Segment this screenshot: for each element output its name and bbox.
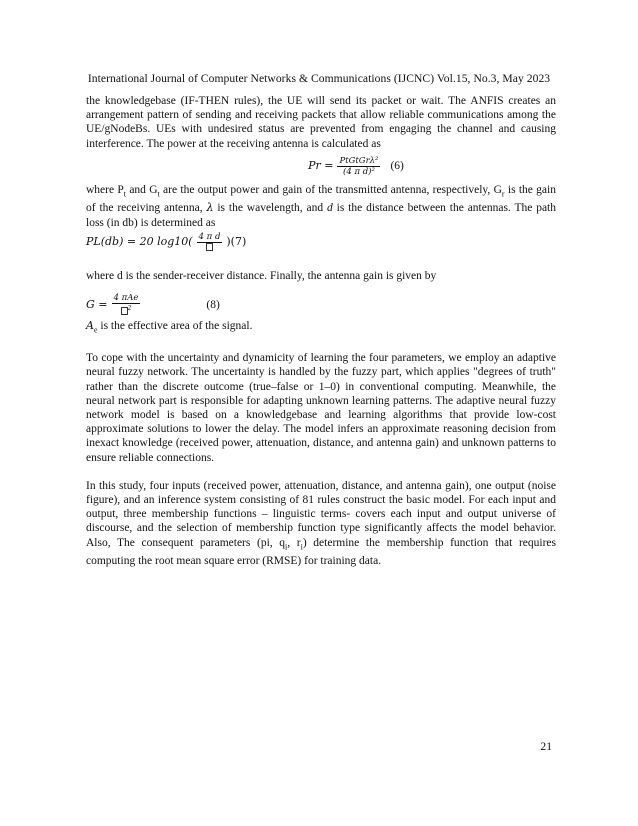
page-number: 21 <box>540 740 552 753</box>
equation-8-numerator: 4 πAe <box>113 292 139 303</box>
paragraph-5: To cope with the uncertainty and dynamicity of learning the four parameters, we employ an adaptive neural fuzzy network. The uncertainty is handled by the fuzzy part, which applies "degrees of truth" rather than the discrete outcome (true–false or 1–0) in conventional computing. Meanwhile, the neural network part is responsible for adapting unknown learning patterns. The adaptive neural fuzzy network model is based on a knowledgebase and learning algorithms that provide low-cost approximate solutions to lower the delay. The model infers an approximate reasoning decision from inexact knowledge (received power, attenuation, distance, and antenna gain) and unknown patterns to ensure reliable connections. <box>86 352 556 464</box>
paragraph-6 <box>86 479 556 569</box>
para6-sub-r: i <box>300 541 303 551</box>
equation-8-lhs: G = <box>86 297 108 311</box>
para2-text-2: and G <box>126 183 158 196</box>
equation-6-label: (6) <box>390 160 404 173</box>
para2-text-1: where P <box>86 183 124 196</box>
para2-text-4: is the gain of the receiving antenna, <box>86 183 556 215</box>
equation-6-numerator: PtGtGrλ² <box>339 155 379 166</box>
equation-7 <box>86 232 556 253</box>
para2-sub-1: t <box>123 189 127 199</box>
para2-sub-3: r <box>501 189 505 199</box>
equation-6-fraction <box>337 156 380 177</box>
para2-text-3: are the output power and gain of the transmitted antenna, respectively, G <box>159 183 502 196</box>
equation-7-rhs: )(7) <box>226 235 247 249</box>
para6-text-3: ) determine the membership function that requires computing the root mean square error (RMSE) for training data. <box>86 536 556 568</box>
para4-text: is the effective area of the signal. <box>97 319 253 332</box>
effective-area-symbol: A <box>86 318 94 332</box>
missing-glyph-icon <box>121 307 128 315</box>
equation-6 <box>156 156 556 177</box>
paragraph-2 <box>86 183 556 230</box>
para2-text-5: is the wavelength, and <box>213 202 328 215</box>
paragraph-3: where d is the sender-receiver distance. Finally, the antenna gain is given by <box>86 269 437 282</box>
distance-symbol: d <box>327 202 333 215</box>
equation-8 <box>86 293 556 317</box>
paragraph-1: the knowledgebase (IF-THEN rules), the UE will send its packet or wait. The ANFIS creates an arrangement pattern of sending and receiving packets that allow reliable communications among the UE/gNodeBs. UEs with undesired status are prevented from engaging the channel and causing interference. The power at the receiving antenna is calculated as <box>86 95 556 150</box>
equation-7-lhs: PL(db) = 20 log10( <box>86 235 193 249</box>
lambda-symbol: λ <box>206 201 214 215</box>
para2-text-6: is the distance between the antennas. The path loss (in db) is determined as <box>86 202 557 229</box>
paragraph-4 <box>86 319 556 338</box>
running-header: International Journal of Computer Networks & Communications (IJCNC) Vol.15, No.3, May 2023 <box>87 72 551 85</box>
missing-glyph-icon <box>206 243 213 251</box>
equation-6-lhs: Pr = <box>308 159 334 173</box>
para6-sub-q: i <box>285 541 288 551</box>
effective-area-sub: e <box>93 325 98 335</box>
equation-6-denominator: (4 π d)² <box>343 166 375 177</box>
equation-7-fraction <box>197 232 223 253</box>
equation-8-denominator: 2 <box>119 304 134 317</box>
body-text <box>86 94 556 568</box>
para6-text-1: In this study, four inputs (received power, attenuation, distance, and antenna gain), one output (noise figure), and an inference system consisting of 81 rules construct the basic model. For each input and output, three membership functions – linguistic terms- covers each input and output universe of discourse, and the selection of membership function type significantly affects the model behavior. Also, The consequent parameters (pi, q <box>86 479 556 549</box>
equation-8-label: (8) <box>206 298 220 311</box>
para2-sub-2: t <box>157 189 160 199</box>
equation-7-numerator: 4 π d <box>198 231 221 242</box>
equation-7-denominator <box>204 243 215 253</box>
equation-8-fraction <box>112 293 141 317</box>
para6-text-2: , r <box>287 536 301 549</box>
